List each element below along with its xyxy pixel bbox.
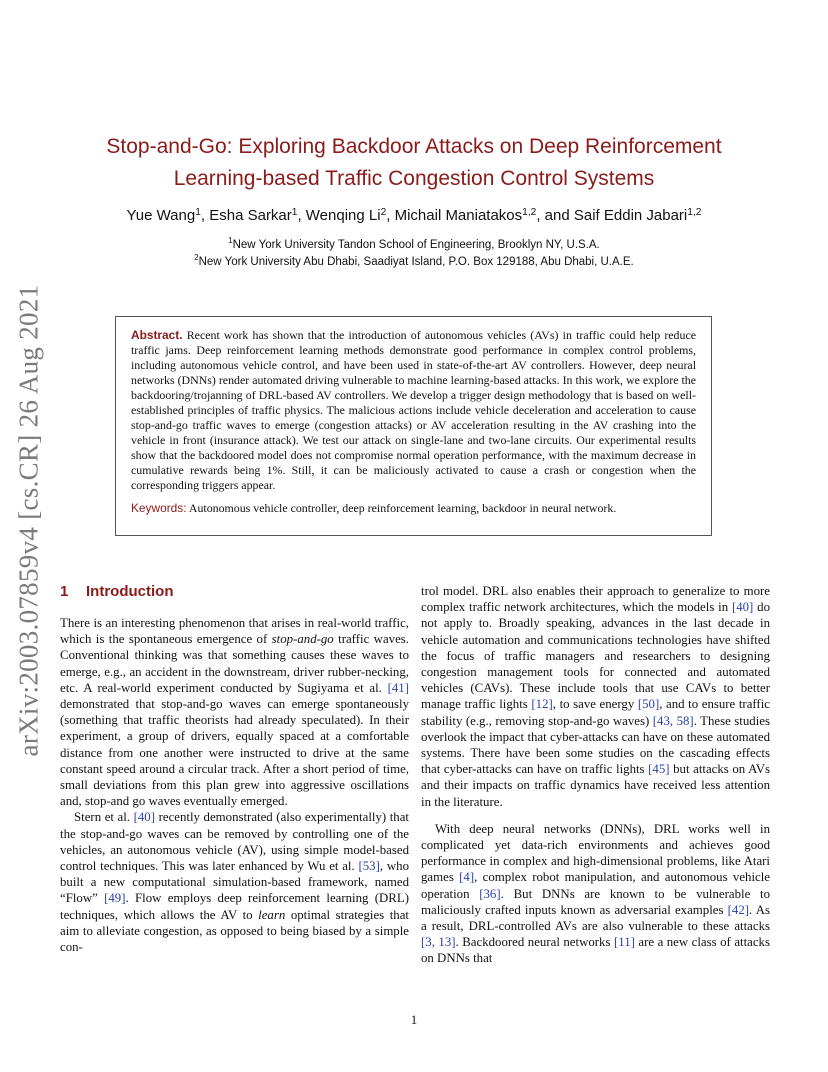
citation-link[interactable]: [40] [731, 600, 754, 615]
affiliation-list [60, 237, 768, 271]
keywords-label: Keywords [131, 501, 184, 516]
keywords-text: Autonomous vehicle controller, deep reinforcement learning, backdoor in neural network. [188, 501, 617, 516]
left-column [60, 583, 409, 955]
citation-link[interactable]: [36] [479, 886, 501, 901]
keywords-line: Keywords: Autonomous vehicle controller, deep reinforcement learning, backdoor in neural network. [131, 501, 617, 516]
author-name: Wenqing Li [305, 207, 381, 224]
body-text: , who built a new computational simulation-based framework, named “Flow” [60, 859, 409, 906]
body-text: but attacks on AVs and their impacts on traffic dynamics have received less attention in the literature. [421, 762, 770, 809]
affiliation-text: New York University Tandon School of Engineering, Brooklyn NY, U.S.A. [232, 239, 600, 251]
body-text: demonstrated that stop-and-go waves can emerge spontaneously (something that traffic theorists had already speculated). In their experiment, a group of drivers, equally spaced at a comfortable distance from one another were instructed to drive at the same constant speed around a circular track. After a short period of time, small deviations from this plan grew into aggressive oscillations and, stop-and go waves eventually emerged. [60, 697, 409, 809]
author-name: Yue Wang [126, 207, 196, 224]
citation-link[interactable]: [53] [358, 859, 380, 874]
body-text: . These studies overlook the impact that cyber-attacks can have on these automated systems. There have been some studies on the cascading effects that cyber-attacks can have on traffic lights [421, 713, 770, 777]
body-text: , and to ensure traffic stability (e.g., removing stop-and-go waves) [421, 697, 770, 728]
affiliation-text: New York University Abu Dhabi, Saadiyat Island, P.O. Box 129188, Abu Dhabi, U.A.E. [198, 256, 634, 268]
affiliation [60, 237, 768, 254]
paper-title [60, 131, 768, 195]
emphasis-text: learn [258, 907, 286, 922]
body-text: . Flow employs deep reinforcement learning (DRL) techniques, which allows the AV to [60, 891, 409, 922]
author-name: Saif Eddin Jabari [573, 207, 688, 224]
body-text: , complex robot manipulation, and autonomous vehicle operation [421, 870, 770, 901]
author-name: Michail Maniatakos [394, 207, 523, 224]
body-text: trol model. DRL also enables their approach to generalize to more complex traffic network architectures, which the models in [421, 584, 770, 615]
citation-link[interactable]: [41] [387, 680, 409, 695]
body-text: Stern et al. [74, 810, 134, 825]
title-line-2: Learning-based Traffic Congestion Control Systems [173, 167, 655, 190]
abstract-box [115, 316, 712, 536]
affiliation-mark: 2 [380, 207, 387, 218]
page-number: 1 [410, 1013, 418, 1027]
paragraph [421, 821, 770, 967]
affiliation-mark: 1,2 [687, 207, 702, 218]
author-name: Esha Sarkar [209, 207, 292, 224]
citation-link[interactable]: [49] [104, 891, 126, 906]
section-heading [60, 583, 409, 601]
citation-link[interactable]: [3, 13] [421, 935, 456, 950]
arxiv-stamp: arXiv:2003.07859v4 [cs.CR] 26 Aug 2021 [13, 284, 44, 756]
emphasis-text: stop-and-go [271, 632, 334, 647]
body-text: There is an interesting phenomenon that arises in real-world traffic, which is the spontaneous emergence of [60, 616, 409, 647]
affiliation-mark: 2 [194, 253, 199, 262]
citation-link[interactable]: [40] [133, 810, 156, 825]
body-text: , to save energy [552, 697, 638, 712]
paragraph [60, 809, 409, 955]
citation-link[interactable]: [45] [648, 762, 670, 777]
author-list: Yue Wang$^1$, Esha Sarkar$^1$, Wenqing Li$^2$, Michail Maniatakos$^{1,2}$, and Saif Eddin Jabari$^{1,2}$ [126, 207, 702, 224]
abstract-paragraph [131, 328, 696, 492]
body-text: . But DNNs are known to be vulnerable to maliciously crafted inputs known as adversarial examples [421, 886, 770, 917]
citation-link[interactable]: [4] [459, 870, 475, 885]
body-text: . Backdoored neural networks [455, 935, 614, 950]
body-text: With deep neural networks (DNNs), DRL works well in complicated yet data-rich environments and achieves good performance in complex and high-dimensional problems, like Atari games [421, 821, 770, 885]
body-text: recently demonstrated (also experimentally) that the stop-and-go waves can be removed by controlling one of the vehicles, an autonomous vehicle (AV), using simple model-based control techniques. This was later enhanced by Wu et al. [60, 810, 410, 874]
body-text: optimal strategies that aim to alleviate congestion, as opposed to being biased by a simple con- [60, 907, 409, 955]
citation-link[interactable]: [50] [637, 697, 660, 712]
right-column [421, 583, 770, 967]
arxiv-sidebar [13, 280, 45, 760]
citation-link[interactable]: [11] [613, 935, 635, 950]
section-number: 1 [60, 583, 69, 600]
title-line-1: Stop-and-Go: Exploring Backdoor Attacks on Deep Reinforcement [106, 135, 722, 158]
body-text: traffic waves. Conventional thinking was that something causes these waves to emerge, e.g., an accident in the downstream, driver rubber-necking, etc. A real-world experiment conducted by Sugiyama et al. [60, 632, 409, 695]
citation-link[interactable]: [42] [727, 902, 750, 917]
affiliation-mark: 1 [195, 207, 201, 218]
paragraph [60, 615, 409, 809]
body-text: are a new class of attacks on DNNs that [421, 935, 770, 966]
body-text: do not apply to. Broadly speaking, advances in the last decade in vehicle automation and communications technologies have shifted the focus of traffic managers and researchers to designing congestion management tools for connected and automated vehicles (CAVs). These include tools that use CAVs to better manage traffic lights [421, 600, 770, 712]
citation-link[interactable]: [12] [531, 697, 553, 712]
abstract-label: Abstract. [131, 328, 183, 342]
abstract-text: Recent work has shown that the introduction of autonomous vehicles (AVs) in traffic could help reduce traffic jams. Deep reinforcement learning methods demonstrate good performance in complex control problems, including autonomous vehicle control, and have been used in state-of-the-art AV controllers. However, deep neural networks (DNNs) render automated driving vulnerable to machine learning-based attacks. In this work, we explore the backdooring/trojanning of DRL-based AV controllers. We develop a trigger design methodology that is based on well-established principles of traffic physics. The malicious actions include vehicle deceleration and acceleration to cause stop-and-go traffic waves to emerge (congestion attacks) or AV acceleration resulting in the AV crashing into the vehicle in front (insurance attack). We test our attack on single-lane and two-lane circuits. Our experimental results show that the backdoored model does not compromise normal operation performance, with the maximum decrease in cumulative rewards being 1%. Still, it can be maliciously activated to cause a crash or congestion when the corresponding triggers appear. [131, 328, 696, 492]
section-title: Introduction [86, 583, 174, 600]
citation-link[interactable]: [43, 58] [652, 713, 694, 728]
affiliation-mark: 1,2 [522, 207, 537, 218]
affiliation-mark: 1 [228, 236, 233, 245]
body-text: . As a result, DRL-controlled AVs are also vulnerable to these attacks [421, 902, 770, 934]
paragraph [421, 583, 770, 810]
affiliation [60, 254, 768, 271]
affiliation-mark: 1 [291, 207, 298, 218]
